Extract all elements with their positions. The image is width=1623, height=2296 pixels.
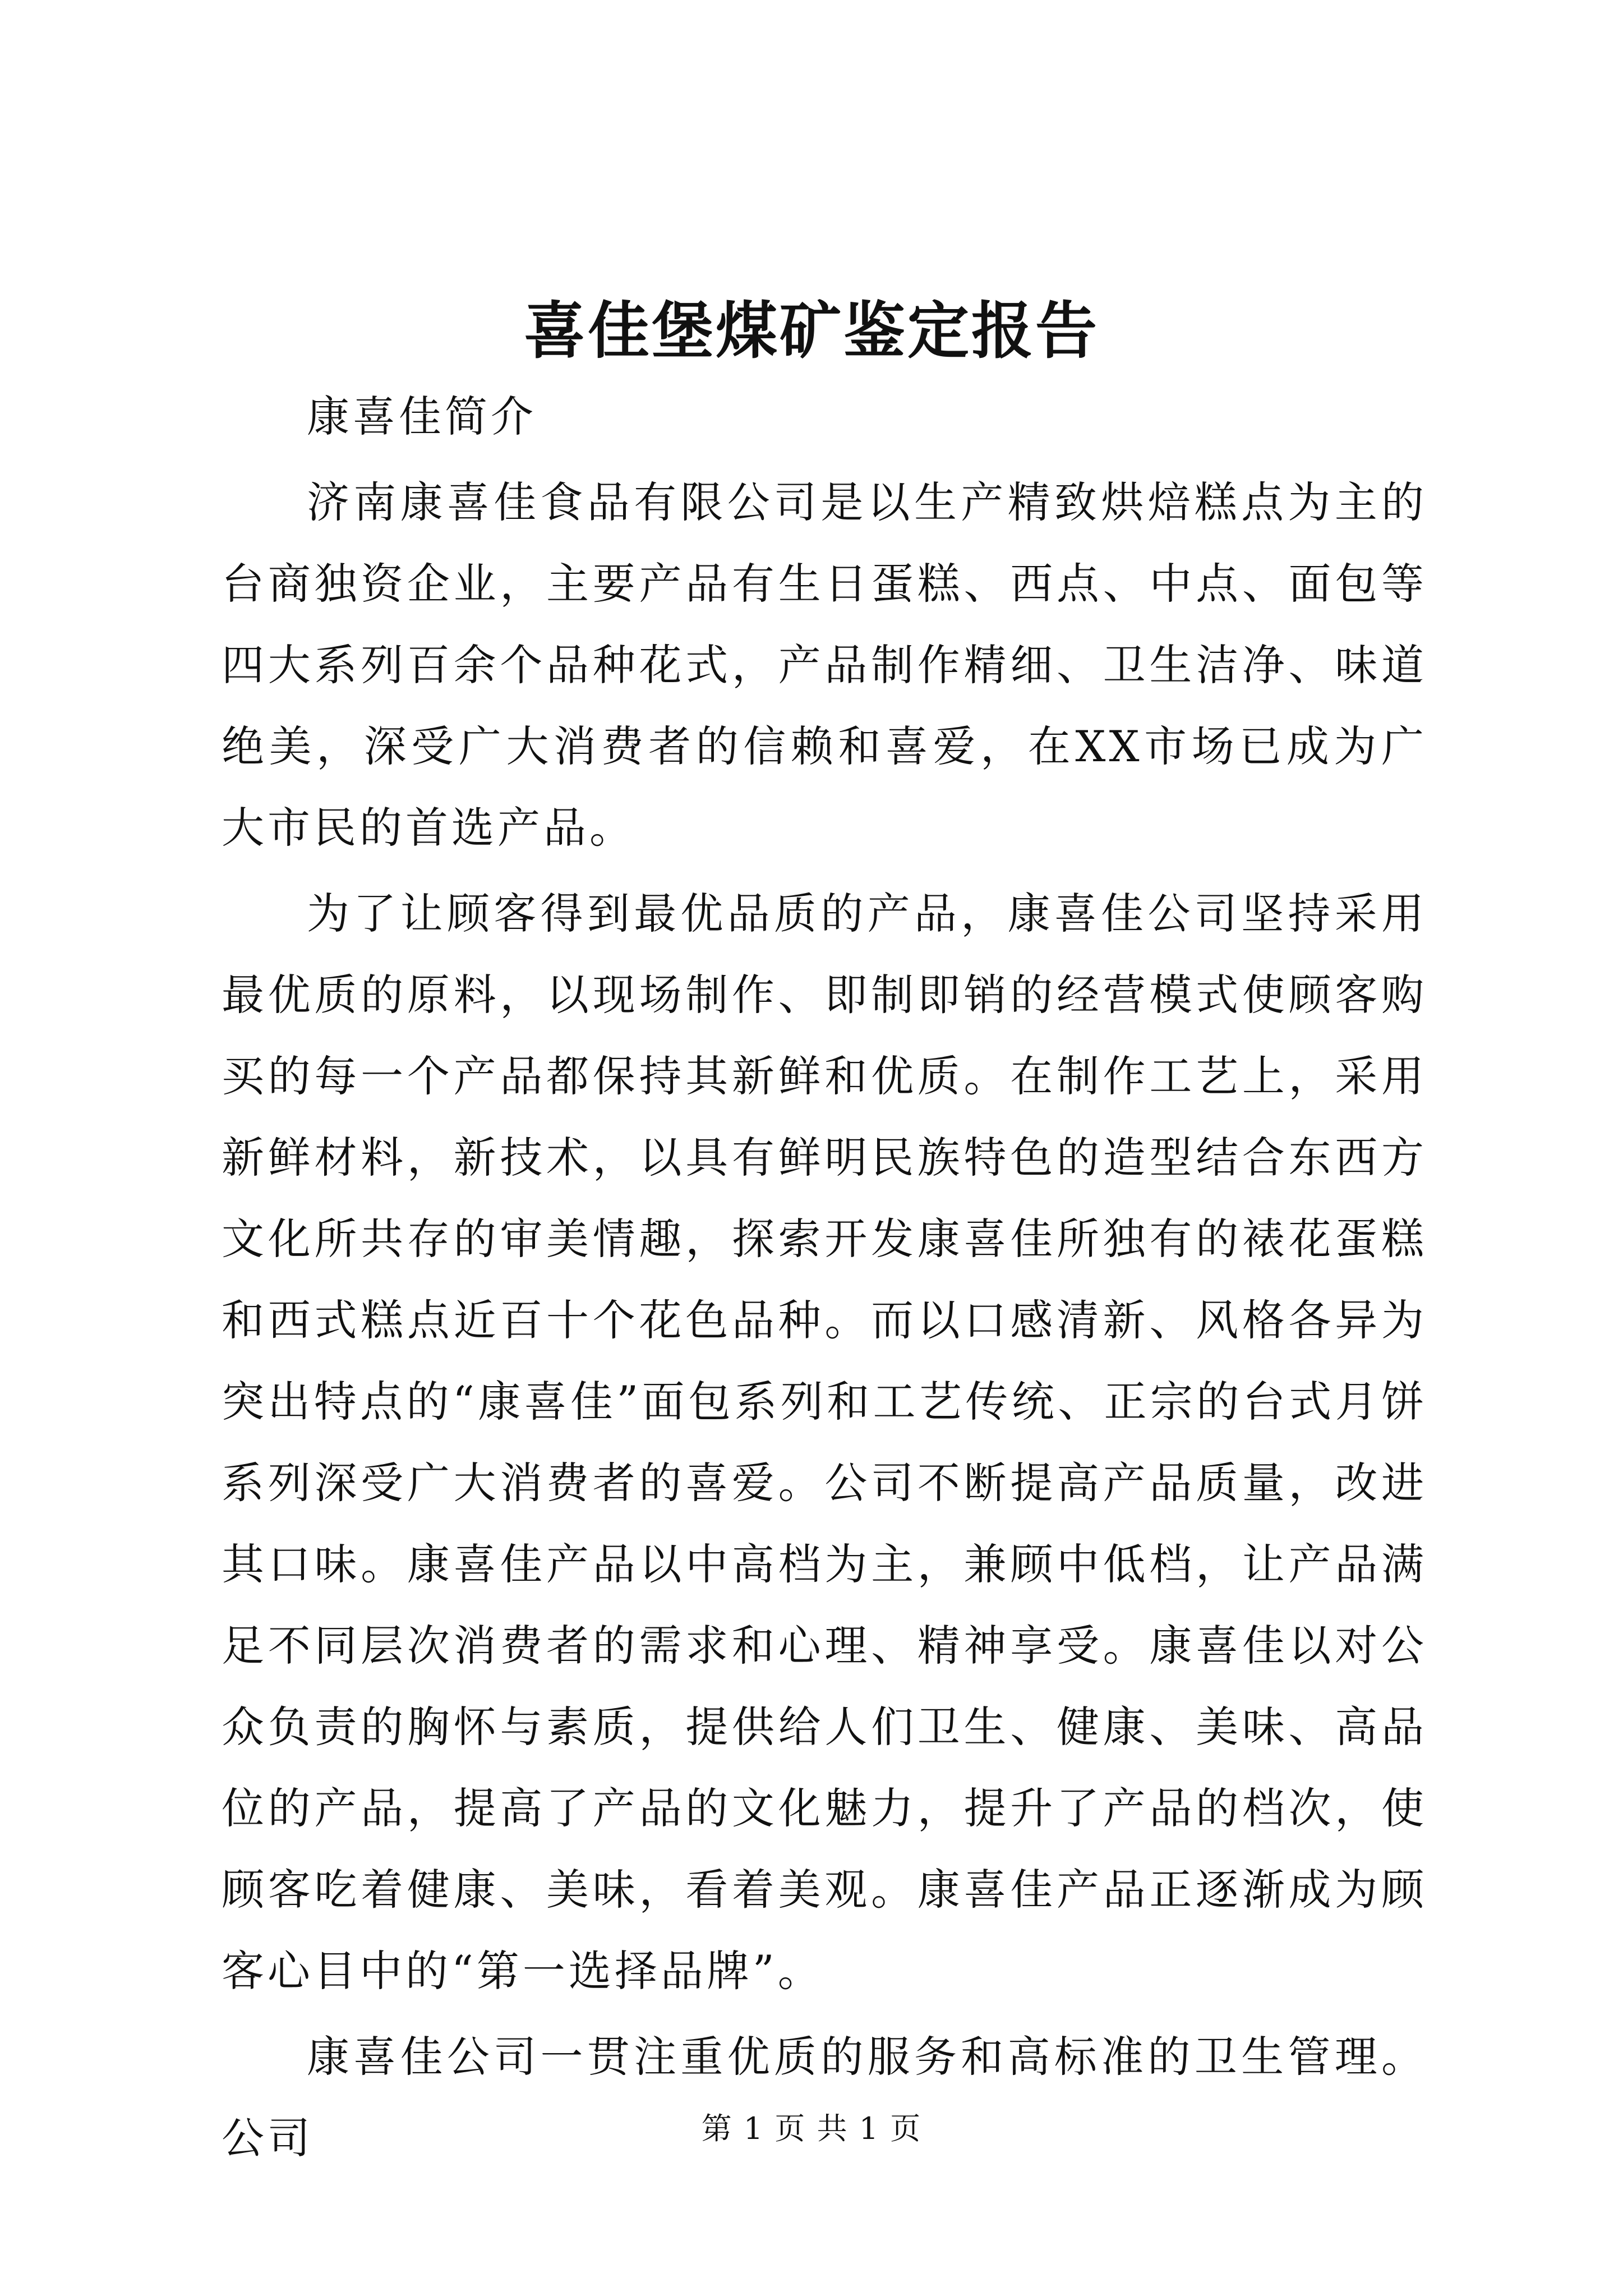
body-paragraph-2: 为了让顾客得到最优品质的产品，康喜佳公司坚持采用最优质的原料，以现场制作、即制即销的经营模式使顾客购买的每一个产品都保持其新鲜和优质。在制作工艺上，采用新鲜材料，新技术，以具有鲜明民族特色的造型结合东西方文化所共存的审美情趣，探索开发康喜佳所独有的裱花蛋糕和西式糕点近百十个花色品种。而以口感清新、风格各异为突出特点的“康喜佳”面包系列和工艺传统、正宗的台式月饼系列深受广大消费者的喜爱。公司不断提高产品质量，改进其口味。康喜佳产品以中高档为主，兼顾中低档，让产品满足不同层次消费者的需求和心理、精神享受。康喜佳以对公众负责的胸怀与素质，提供给人们卫生、健康、美味、高品位的产品，提高了产品的文化魅力，提升了产品的档次，使顾客吃着健康、美味，看着美观。康喜佳产品正逐渐成为顾客心目中的“第一选择品牌”。	[222, 889, 1427, 1996]
body-paragraph-1: 济南康喜佳食品有限公司是以生产精致烘焙糕点为主的台商独资企业，主要产品有生日蛋糕、西点、中点、面包等四大系列百余个品种花式，产品制作精细、卫生洁净、味道绝美，深受广大消费者的信赖和喜爱，在XX市场已成为广大市民的首选产品。	[222, 477, 1427, 853]
page-footer: 第 1 页 共 1 页	[701, 2111, 922, 2146]
section-heading: 康喜佳简介	[307, 392, 537, 441]
body-paragraph-3: 康喜佳公司一贯注重优质的服务和高标准的卫生管理。公司	[222, 2032, 1427, 2163]
document-body	[222, 376, 1427, 2179]
document-title: 喜佳堡煤矿鉴定报告	[524, 295, 1099, 367]
